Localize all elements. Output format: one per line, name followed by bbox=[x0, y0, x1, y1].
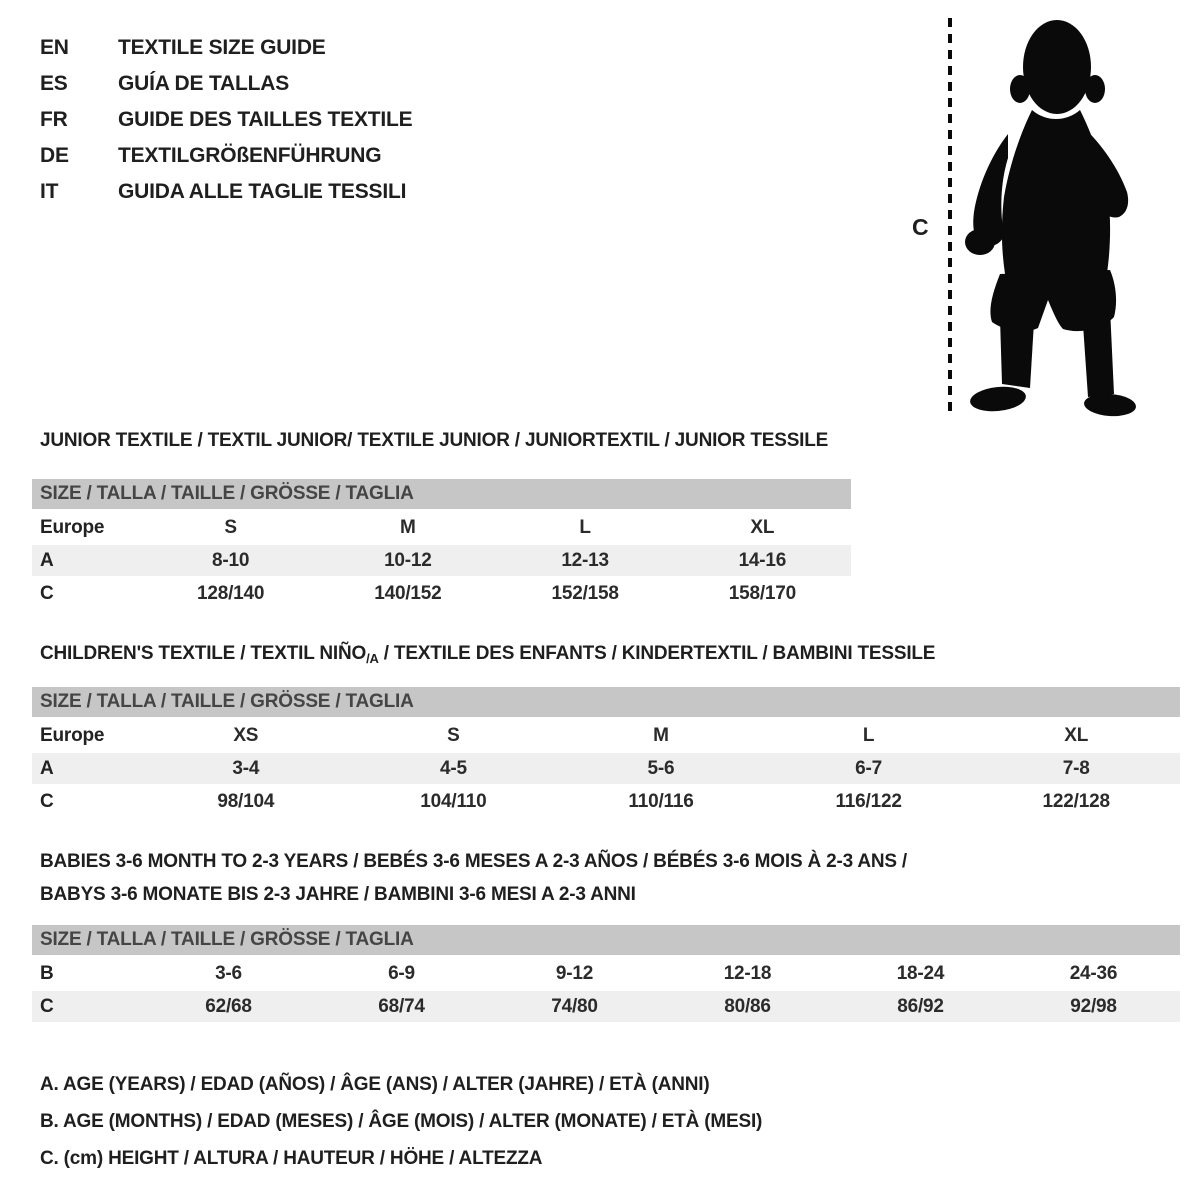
row-label: A bbox=[32, 752, 142, 785]
language-code: FR bbox=[40, 108, 68, 131]
language-code: ES bbox=[40, 72, 68, 95]
table-row bbox=[32, 719, 1180, 753]
region-label: Europe bbox=[32, 511, 142, 545]
value-cell: 152/158 bbox=[497, 577, 674, 610]
value-cell: 74/80 bbox=[488, 990, 661, 1023]
value-cell: 24-36 bbox=[1007, 957, 1180, 991]
guide-title: TEXTILE SIZE GUIDE bbox=[118, 36, 326, 59]
value-cell: 110/116 bbox=[557, 785, 765, 818]
value-cell: 12-13 bbox=[497, 544, 674, 577]
value-cell: 122/128 bbox=[972, 785, 1180, 818]
legend-line-b: B. AGE (MONTHS) / EDAD (MESES) / ÂGE (MOIS) / ALTER (MONATE) / ETÀ (MESI) bbox=[40, 1111, 763, 1132]
size-cell: XL bbox=[674, 511, 851, 545]
row-label: C bbox=[32, 577, 142, 610]
children-title-subscript: /A bbox=[366, 651, 379, 666]
size-header-bar: SIZE / TALLA / TAILLE / GRÖSSE / TAGLIA bbox=[32, 479, 851, 511]
children-title-pre: CHILDREN'S TEXTILE / TEXTIL NIÑO bbox=[40, 643, 367, 664]
value-cell: 7-8 bbox=[972, 752, 1180, 785]
table-row bbox=[32, 577, 851, 610]
guide-title: TEXTILGRÖßENFÜHRUNG bbox=[118, 144, 382, 167]
babies-size-table bbox=[32, 925, 1180, 1024]
guide-title: GUÍA DE TALLAS bbox=[118, 72, 290, 95]
row-label: C bbox=[32, 990, 142, 1023]
row-label: B bbox=[32, 957, 142, 991]
value-cell: 68/74 bbox=[315, 990, 488, 1023]
size-header-bar: SIZE / TALLA / TAILLE / GRÖSSE / TAGLIA bbox=[32, 687, 1180, 719]
list-item bbox=[40, 30, 412, 66]
legend-line-c: C. (cm) HEIGHT / ALTURA / HAUTEUR / HÖHE / ALTEZZA bbox=[40, 1148, 543, 1169]
value-cell: 86/92 bbox=[834, 990, 1007, 1023]
value-cell: 9-12 bbox=[488, 957, 661, 991]
value-cell: 116/122 bbox=[765, 785, 973, 818]
value-cell: 62/68 bbox=[142, 990, 315, 1023]
size-cell: M bbox=[557, 719, 765, 753]
value-cell: 80/86 bbox=[661, 990, 834, 1023]
value-cell: 104/110 bbox=[350, 785, 558, 818]
height-measure-label: C bbox=[912, 214, 929, 240]
value-cell: 12-18 bbox=[661, 957, 834, 991]
value-cell: 158/170 bbox=[674, 577, 851, 610]
region-label: Europe bbox=[32, 719, 142, 753]
size-cell: M bbox=[319, 511, 496, 545]
babies-title-line1: BABIES 3-6 MONTH TO 2-3 YEARS / BEBÉS 3-6 MESES A 2-3 AÑOS / BÉBÉS 3-6 MOIS À 2-3 ANS / bbox=[40, 851, 908, 872]
value-cell: 8-10 bbox=[142, 544, 319, 577]
children-size-table bbox=[32, 687, 1180, 819]
size-cell: S bbox=[142, 511, 319, 545]
value-cell: 6-9 bbox=[315, 957, 488, 991]
value-cell: 4-5 bbox=[350, 752, 558, 785]
value-cell: 3-6 bbox=[142, 957, 315, 991]
value-cell: 5-6 bbox=[557, 752, 765, 785]
language-code: EN bbox=[40, 36, 69, 59]
babies-section-title bbox=[40, 845, 907, 911]
value-cell: 18-24 bbox=[834, 957, 1007, 991]
junior-section-title: JUNIOR TEXTILE / TEXTIL JUNIOR/ TEXTILE JUNIOR / JUNIORTEXTIL / JUNIOR TESSILE bbox=[40, 430, 829, 451]
value-cell: 92/98 bbox=[1007, 990, 1180, 1023]
table-row bbox=[32, 990, 1180, 1023]
measurement-legend bbox=[40, 1066, 762, 1177]
size-cell: S bbox=[350, 719, 558, 753]
size-cell: L bbox=[765, 719, 973, 753]
list-item bbox=[40, 138, 412, 174]
children-title-post: / TEXTILE DES ENFANTS / KINDERTEXTIL / BAMBINI TESSILE bbox=[378, 643, 936, 664]
children-section-title bbox=[40, 643, 935, 666]
size-cell: XS bbox=[142, 719, 350, 753]
size-header-bar: SIZE / TALLA / TAILLE / GRÖSSE / TAGLIA bbox=[32, 925, 1180, 957]
value-cell: 10-12 bbox=[319, 544, 496, 577]
row-label: C bbox=[32, 785, 142, 818]
value-cell: 3-4 bbox=[142, 752, 350, 785]
list-item bbox=[40, 174, 412, 210]
list-item bbox=[40, 102, 412, 138]
babies-title-line2: BABYS 3-6 MONATE BIS 2-3 JAHRE / BAMBINI 3-6 MESI A 2-3 ANNI bbox=[40, 884, 636, 905]
table-row bbox=[32, 544, 851, 577]
toddler-silhouette-icon bbox=[938, 12, 1150, 420]
table-row bbox=[32, 511, 851, 545]
value-cell: 6-7 bbox=[765, 752, 973, 785]
language-title-list bbox=[40, 30, 412, 210]
value-cell: 128/140 bbox=[142, 577, 319, 610]
guide-title: GUIDA ALLE TAGLIE TESSILI bbox=[118, 180, 407, 203]
language-code: DE bbox=[40, 144, 69, 167]
junior-size-table bbox=[32, 479, 851, 611]
row-label: A bbox=[32, 544, 142, 577]
guide-title: GUIDE DES TAILLES TEXTILE bbox=[118, 108, 413, 131]
legend-line-a: A. AGE (YEARS) / EDAD (AÑOS) / ÂGE (ANS) / ALTER (JAHRE) / ETÀ (ANNI) bbox=[40, 1074, 710, 1095]
size-cell: L bbox=[497, 511, 674, 545]
list-item bbox=[40, 66, 412, 102]
value-cell: 14-16 bbox=[674, 544, 851, 577]
value-cell: 140/152 bbox=[319, 577, 496, 610]
size-cell: XL bbox=[972, 719, 1180, 753]
table-row bbox=[32, 752, 1180, 785]
table-row bbox=[32, 785, 1180, 818]
table-row bbox=[32, 957, 1180, 991]
value-cell: 98/104 bbox=[142, 785, 350, 818]
language-code: IT bbox=[40, 180, 59, 203]
